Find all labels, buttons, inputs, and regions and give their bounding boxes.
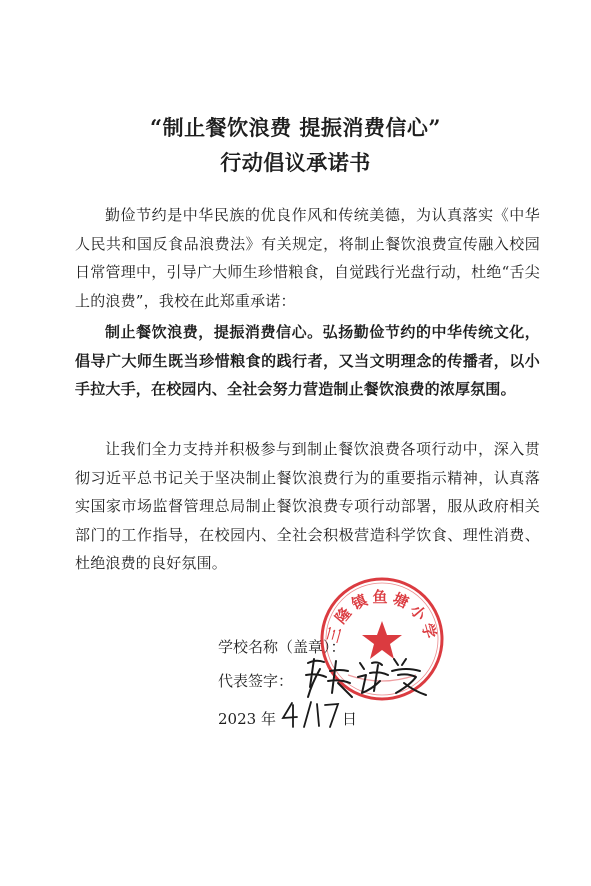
representative-signature-line (218, 670, 293, 691)
paragraph-call-to-action: 让我们全力支持并积极参与到制止餐饮浪费各项行动中，深入贯彻习近平总书记关于坚决制止餐饮浪费行为的重要指示精神，认真落实国家市场监督管理总局制止餐饮浪费专项行动部署，服从政府相关部门的工作指导，在校园内、全社会积极营造科学饮食、理性消费、杜绝浪费的良好氛围。 (75, 440, 540, 572)
representative-signature (302, 653, 432, 701)
representative-label: 代表签字： (218, 672, 294, 690)
handwritten-date (278, 699, 348, 729)
seal-text: 三隆镇鱼塘小学 (323, 587, 441, 645)
document-title-line-1: “制止餐饮浪费 提振消费信心” (150, 115, 441, 140)
date-suffix: 日 (341, 710, 357, 728)
paragraph-commitment: 制止餐饮浪费，提振消费信心。弘扬勤俭节约的中华传统文化，倡导广大师生既当珍惜粮食的践行者，又当文明理念的传播者，以小手拉大手，在校园内、全社会努力营造制止餐饮浪费的浓厚氛围。 (75, 323, 540, 398)
document-title-line-2: 行动倡议承诺书 (220, 150, 371, 175)
date-year: 2023 年 (218, 710, 276, 728)
school-name-label: 学校名称（盖章）： (218, 638, 346, 656)
paragraph-intro: 勤俭节约是中华民族的优良作风和传统美德，为认真落实《中华人民共和国反食品浪费法》有关规定，将制止餐饮浪费宣传融入校园日常管理中，引导广大师生珍惜粮食，自觉践行光盘行动，杜绝“舌尖上的浪费”，我校在此郑重承诺： (75, 206, 540, 310)
